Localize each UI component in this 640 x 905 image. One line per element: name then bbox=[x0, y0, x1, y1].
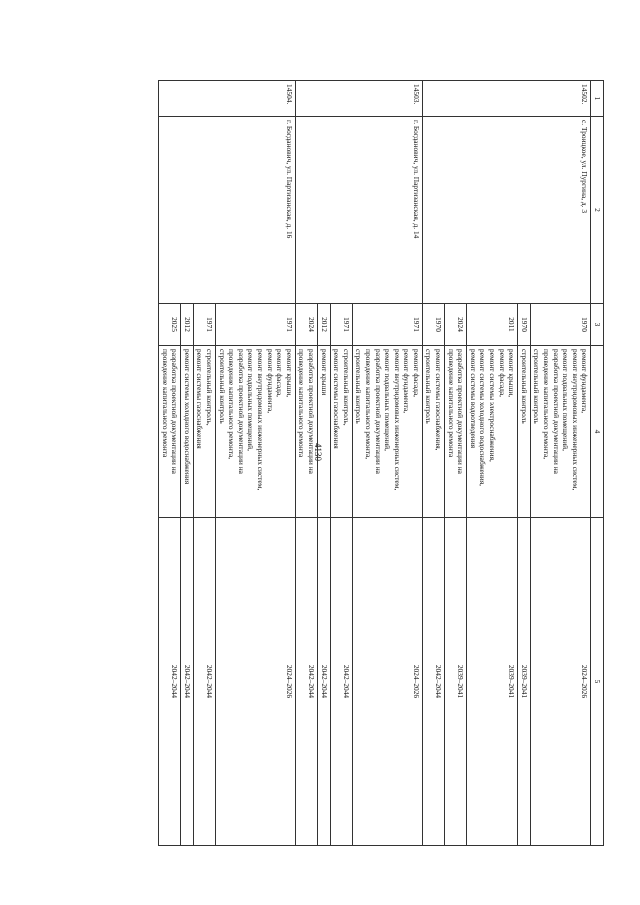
works-cell bbox=[295, 346, 317, 518]
period-cell: 2039–2041 bbox=[467, 518, 518, 846]
work-item: ремонт внутридомовых инженерных систем, bbox=[570, 349, 580, 491]
works-cell bbox=[467, 346, 518, 518]
work-item: ремонт фасада, bbox=[497, 349, 507, 397]
address-cell: г. Богданович, ул. Партизанская, д. 14 bbox=[295, 117, 422, 304]
work-item: проведение капитального ремонта, bbox=[363, 349, 373, 460]
period-cell: 2042–2044 bbox=[181, 518, 194, 846]
work-item: ремонт подвальных помещений, bbox=[246, 349, 256, 451]
works-cell bbox=[193, 346, 215, 518]
work-item: ремонт крыши, bbox=[284, 349, 294, 398]
work-item: ремонт подвальных помещений, bbox=[383, 349, 393, 451]
work-item: ремонт фундамента, bbox=[402, 349, 412, 414]
year-cell: 1971 bbox=[352, 304, 422, 346]
work-item: ремонт системы холодного водоснабжения bbox=[182, 349, 192, 485]
year-cell: 2024 bbox=[445, 304, 467, 346]
work-item: проведение капитального ремонта, bbox=[542, 349, 552, 460]
year-cell: 1971 bbox=[216, 304, 296, 346]
year-cell: 1970 bbox=[422, 304, 444, 346]
table-body bbox=[159, 81, 591, 846]
period-cell: 2042–2044 bbox=[159, 518, 181, 846]
work-item: ремонт крыши bbox=[319, 349, 329, 396]
header-col-3: 3 bbox=[591, 304, 604, 346]
work-item: ремонт системы электроснабжения, bbox=[488, 349, 498, 462]
works-cell bbox=[352, 346, 422, 518]
work-item: разработка проектной документации на bbox=[170, 349, 180, 474]
period-cell: 2042–2044 bbox=[422, 518, 444, 846]
year-cell: 1970 bbox=[530, 304, 591, 346]
works-cell bbox=[159, 346, 181, 518]
works-cell bbox=[330, 346, 352, 518]
table-row bbox=[352, 81, 422, 846]
work-item: проведение капитального ремонта, bbox=[227, 349, 237, 460]
period-cell: 2024–2026 bbox=[216, 518, 296, 846]
year-cell: 2012 bbox=[181, 304, 194, 346]
period-cell: 2042–2044 bbox=[317, 518, 330, 846]
work-item: ремонт фундамента, bbox=[580, 349, 590, 414]
work-item: строительный контроль bbox=[354, 349, 364, 424]
work-item: ремонт крыши, bbox=[507, 349, 517, 398]
works-cell bbox=[445, 346, 467, 518]
work-item: разработка проектной документации на bbox=[236, 349, 246, 474]
year-cell: 1971 bbox=[330, 304, 352, 346]
work-item: ремонт подвальных помещений, bbox=[561, 349, 571, 451]
work-item: проведение капитального ремонта bbox=[446, 349, 456, 458]
work-item: ремонт системы газоснабжения bbox=[195, 349, 205, 449]
works-cell bbox=[530, 346, 591, 518]
table-row bbox=[530, 81, 591, 846]
work-item: разработка проектной документации на bbox=[306, 349, 316, 474]
work-item: разработка проектной документации на bbox=[456, 349, 466, 474]
year-cell: 2025 bbox=[159, 304, 181, 346]
year-cell: 2012 bbox=[317, 304, 330, 346]
work-item: ремонт системы газоснабжения, bbox=[434, 349, 444, 451]
header-row bbox=[591, 81, 604, 846]
period-cell: 2024–2026 bbox=[352, 518, 422, 846]
work-item: ремонт фасада, bbox=[275, 349, 285, 397]
works-cell bbox=[317, 346, 330, 518]
year-cell: 2011 bbox=[467, 304, 518, 346]
work-item: ремонт системы холодного водоснабжения, bbox=[478, 349, 488, 486]
page-number-text: 4130 bbox=[313, 443, 323, 461]
period-cell: 2039–2041 bbox=[445, 518, 467, 846]
work-item: строительный контроль bbox=[532, 349, 542, 424]
capital-repair-table bbox=[158, 80, 604, 846]
period-cell: 2042–2044 bbox=[193, 518, 215, 846]
work-item: ремонт системы газоснабжения bbox=[332, 349, 342, 449]
period-cell: 2042–2044 bbox=[330, 518, 352, 846]
works-cell bbox=[518, 346, 531, 518]
rotated-table-container bbox=[82, 80, 604, 846]
work-item: ремонт системы водоотведения bbox=[468, 349, 478, 449]
year-cell: 1970 bbox=[518, 304, 531, 346]
year-cell: 2024 bbox=[295, 304, 317, 346]
header-col-1: 1 bbox=[591, 81, 604, 117]
address-cell: с. Троицкое, ул. Пургина, д. 3 bbox=[422, 117, 591, 304]
address-cell: г. Богданович, ул. Партизанская, д. 16 bbox=[159, 117, 296, 304]
work-item: ремонт фундамента, bbox=[265, 349, 275, 414]
table-frame bbox=[82, 80, 604, 846]
work-item: ремонт внутридомовых инженерных систем, bbox=[256, 349, 265, 491]
header-col-2: 2 bbox=[591, 117, 604, 304]
work-item: строительный контроль bbox=[217, 349, 227, 424]
work-item: строительный контроль, bbox=[341, 349, 351, 426]
period-cell: 2024–2026 bbox=[530, 518, 591, 846]
row-number-cell: 14502. bbox=[422, 81, 591, 117]
header-col-4: 4 bbox=[591, 346, 604, 518]
row-number-cell: 14504. bbox=[159, 81, 296, 117]
work-item: строительный контроль bbox=[519, 349, 529, 424]
work-item: разработка проектной документации на bbox=[551, 349, 561, 474]
period-cell: 2042–2044 bbox=[295, 518, 317, 846]
work-item: ремонт внутридомовых инженерных систем, bbox=[392, 349, 402, 491]
works-cell bbox=[181, 346, 194, 518]
row-number-cell: 14503. bbox=[295, 81, 422, 117]
work-item: строительный контроль bbox=[424, 349, 434, 424]
works-cell bbox=[216, 346, 296, 518]
works-cell bbox=[422, 346, 444, 518]
work-item: разработка проектной документации на bbox=[373, 349, 383, 474]
work-item: проведение капитального ремонта bbox=[160, 349, 170, 458]
period-cell: 2039–2041 bbox=[518, 518, 531, 846]
work-item: ремонт фасада, bbox=[411, 349, 421, 397]
work-item: проведение капитального ремонта bbox=[297, 349, 307, 458]
year-cell: 1971 bbox=[193, 304, 215, 346]
table-row bbox=[216, 81, 296, 846]
work-item: строительный контроль, bbox=[205, 349, 215, 426]
header-col-5: 5 bbox=[591, 518, 604, 846]
